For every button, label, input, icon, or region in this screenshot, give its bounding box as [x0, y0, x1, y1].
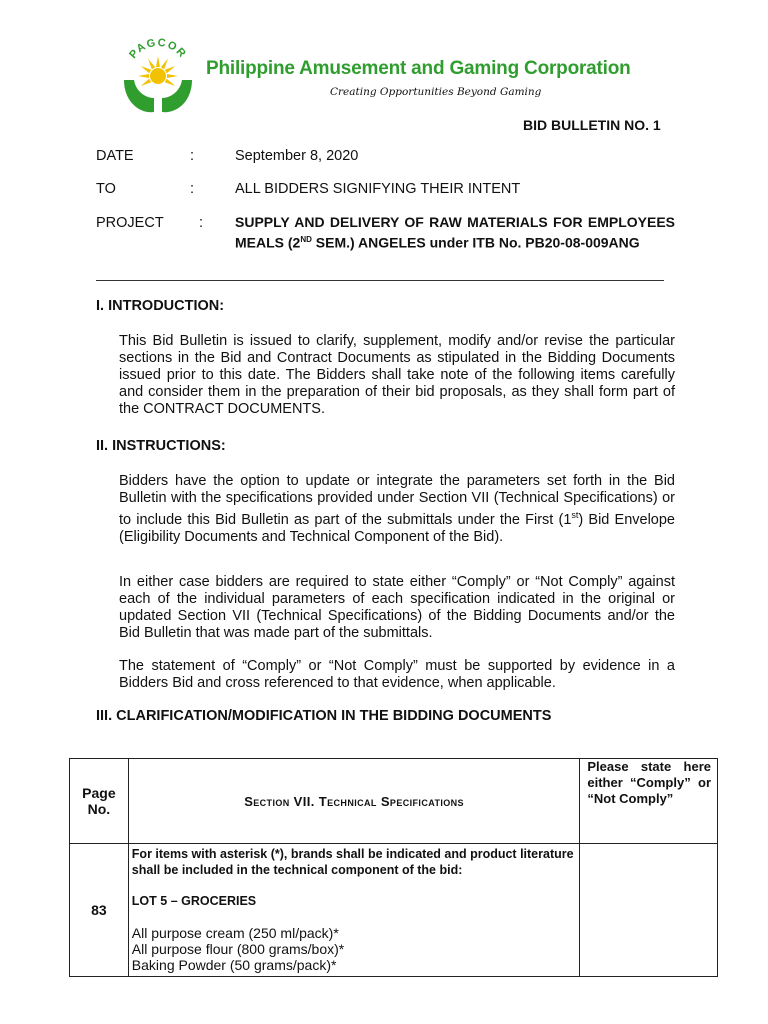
pagcor-logo [118, 36, 198, 116]
organization-name: Philippine Amusement and Gaming Corporation [206, 58, 631, 79]
introduction-heading: I. INTRODUCTION: [96, 298, 225, 314]
introduction-text: This Bid Bulletin is issued to clarify, supplement, modify and/or revise the particular sections in the Bid and Contract Documents as stipulated in the Bidding Documents issued prior to this date. The Bidders shall take note of the following items carefully and consider them in the preparation of their bid proposals, as they shall form part of the CONTRACT DOCUMENTS. [119, 333, 675, 417]
specification-cell [128, 844, 580, 977]
instructions-paragraph-1: Bidders have the option to update or integrate the parameters set forth in the Bid Bulletin with the specifications provided under Section VII (Technical Specifications) or to include this Bid Bulletin as part of the submittals under the First (1st) Bid Envelope (Eligibility Documents and Technical Component of the Bid). [119, 473, 675, 545]
list-item: Baking Powder (50 grams/pack)* [131, 957, 337, 973]
project-value: SUPPLY AND DELIVERY OF RAW MATERIALS FOR EMPLOYEES MEALS (2ND SEM.) ANGELES under ITB No. PB20-08-009ANG [235, 214, 675, 251]
to-label: TO [96, 181, 116, 197]
page-number-cell: 83 [70, 844, 129, 977]
table-row [70, 844, 718, 977]
page-no-header: Page No. [70, 759, 129, 844]
date-colon: : [190, 148, 195, 164]
specifications-table [69, 758, 718, 977]
instructions-paragraph-3: The statement of “Comply” or “Not Comply” must be supported by evidence in a Bidders Bid and cross referenced to that evidence, when applicable. [119, 658, 675, 691]
to-value: ALL BIDDERS SIGNIFYING THEIR INTENT [235, 181, 521, 197]
section-header: Section VII. Technical Specifications [128, 759, 580, 844]
project-label: PROJECT [96, 215, 164, 231]
to-colon: : [190, 181, 195, 197]
table-header-row [70, 759, 718, 844]
instructions-heading: II. INSTRUCTIONS: [96, 438, 226, 454]
date-label: DATE [96, 148, 134, 164]
comply-input-cell[interactable] [580, 844, 718, 977]
bulletin-number: BID BULLETIN NO. 1 [523, 117, 661, 133]
organization-tagline: Creating Opportunities Beyond Gaming [330, 86, 542, 98]
date-value: September 8, 2020 [235, 148, 359, 164]
comply-header: Please state here either “Comply” or “Not Comply” [580, 759, 718, 844]
list-item: All purpose flour (800 grams/box)* [131, 941, 345, 957]
lot-title: LOT 5 – GROCERIES [131, 894, 257, 908]
list-item: All purpose cream (250 ml/pack)* [131, 925, 339, 941]
clarification-heading: III. CLARIFICATION/MODIFICATION IN THE BIDDING DOCUMENTS [96, 708, 552, 724]
asterisk-note: For items with asterisk (*), brands shall be indicated and product literature shall be included in the technical component of the bid: [131, 847, 574, 877]
instructions-paragraph-2: In either case bidders are required to state either “Comply” or “Not Comply” against each of the individual parameters of each specification indicated in the original or updated Section VII (Technical Specifications) of the Bidding Documents and/or the Bid Bulletin that was made part of the submittals. [119, 574, 675, 641]
svg-text:PAGCOR: PAGCOR [127, 36, 189, 61]
section-divider [96, 280, 664, 281]
project-colon: : [199, 215, 204, 231]
